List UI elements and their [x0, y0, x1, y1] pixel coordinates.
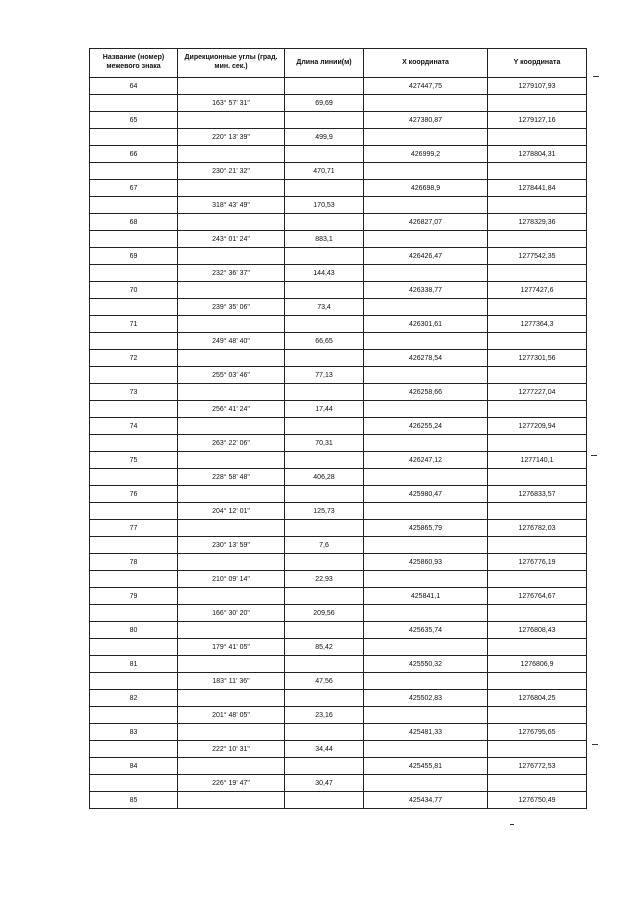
cell-direction-angle: 201° 48' 05": [178, 707, 285, 724]
cell-x-coordinate: [364, 537, 488, 554]
cell-mark-name: [90, 163, 178, 180]
table-row: [90, 520, 587, 537]
cell-line-length: [285, 758, 364, 775]
table-row: [90, 95, 587, 112]
table-row: [90, 435, 587, 452]
cell-line-length: [285, 384, 364, 401]
cell-line-length: 7,6: [285, 537, 364, 554]
cell-line-length: [285, 112, 364, 129]
cell-line-length: 23,16: [285, 707, 364, 724]
cell-line-length: [285, 180, 364, 197]
cell-y-coordinate: 1276833,57: [488, 486, 587, 503]
cell-y-coordinate: [488, 673, 587, 690]
cell-mark-name: [90, 741, 178, 758]
cell-mark-name: [90, 469, 178, 486]
table-row: [90, 231, 587, 248]
cell-mark-name: 66: [90, 146, 178, 163]
cell-y-coordinate: [488, 571, 587, 588]
cell-x-coordinate: 427380,87: [364, 112, 488, 129]
cell-mark-name: 64: [90, 78, 178, 95]
cell-mark-name: 70: [90, 282, 178, 299]
scan-speck: [510, 824, 514, 825]
cell-x-coordinate: 425841,1: [364, 588, 488, 605]
cell-line-length: [285, 78, 364, 95]
cell-mark-name: [90, 129, 178, 146]
cell-line-length: [285, 350, 364, 367]
cell-x-coordinate: 425860,93: [364, 554, 488, 571]
cell-line-length: [285, 452, 364, 469]
cell-line-length: [285, 588, 364, 605]
cell-x-coordinate: [364, 469, 488, 486]
table-row: [90, 775, 587, 792]
table-row: [90, 622, 587, 639]
cell-direction-angle: 263° 22' 06": [178, 435, 285, 452]
cell-direction-angle: [178, 792, 285, 809]
table-row: [90, 673, 587, 690]
table-row: [90, 707, 587, 724]
cell-direction-angle: 179° 41' 05": [178, 639, 285, 656]
cell-direction-angle: [178, 656, 285, 673]
table-row: [90, 469, 587, 486]
cell-x-coordinate: 425481,33: [364, 724, 488, 741]
cell-x-coordinate: 426258,66: [364, 384, 488, 401]
cell-direction-angle: [178, 724, 285, 741]
cell-x-coordinate: 426999,2: [364, 146, 488, 163]
cell-y-coordinate: 1276806,9: [488, 656, 587, 673]
cell-line-length: [285, 622, 364, 639]
cell-direction-angle: [178, 282, 285, 299]
cell-x-coordinate: 426698,9: [364, 180, 488, 197]
cell-mark-name: [90, 673, 178, 690]
header-x-coordinate: X координата: [364, 49, 488, 78]
cell-y-coordinate: 1277227,04: [488, 384, 587, 401]
cell-x-coordinate: 425502,83: [364, 690, 488, 707]
cell-mark-name: 72: [90, 350, 178, 367]
cell-y-coordinate: [488, 333, 587, 350]
cell-x-coordinate: 426301,61: [364, 316, 488, 333]
header-line-length: Длина линии(м): [285, 49, 364, 78]
cell-y-coordinate: 1276776,19: [488, 554, 587, 571]
cell-line-length: [285, 792, 364, 809]
cell-y-coordinate: [488, 503, 587, 520]
cell-line-length: 125,73: [285, 503, 364, 520]
cell-direction-angle: 204° 12' 01": [178, 503, 285, 520]
cell-x-coordinate: 426278,54: [364, 350, 488, 367]
cell-line-length: 406,28: [285, 469, 364, 486]
table-row: [90, 503, 587, 520]
cell-y-coordinate: 1279107,93: [488, 78, 587, 95]
header-mark-name: Название (номер) межевого знака: [90, 49, 178, 78]
cell-y-coordinate: 1276804,25: [488, 690, 587, 707]
cell-line-length: [285, 554, 364, 571]
cell-y-coordinate: 1278329,36: [488, 214, 587, 231]
cell-x-coordinate: [364, 605, 488, 622]
cell-mark-name: [90, 299, 178, 316]
table-row: [90, 316, 587, 333]
cell-direction-angle: [178, 690, 285, 707]
table-row: [90, 741, 587, 758]
cell-y-coordinate: [488, 163, 587, 180]
cell-line-length: 144,43: [285, 265, 364, 282]
cell-y-coordinate: [488, 299, 587, 316]
cell-mark-name: [90, 367, 178, 384]
cell-y-coordinate: 1278804,31: [488, 146, 587, 163]
cell-mark-name: 73: [90, 384, 178, 401]
cell-direction-angle: 255° 03' 46": [178, 367, 285, 384]
cell-x-coordinate: 425980,47: [364, 486, 488, 503]
cell-y-coordinate: [488, 639, 587, 656]
cell-direction-angle: [178, 554, 285, 571]
cell-direction-angle: 220° 13' 39": [178, 129, 285, 146]
cell-y-coordinate: [488, 775, 587, 792]
cell-line-length: 47,56: [285, 673, 364, 690]
cell-x-coordinate: [364, 775, 488, 792]
cell-y-coordinate: 1276772,53: [488, 758, 587, 775]
boundary-coordinates-table: [89, 48, 587, 809]
cell-x-coordinate: [364, 741, 488, 758]
cell-mark-name: [90, 775, 178, 792]
table-row: [90, 418, 587, 435]
cell-mark-name: [90, 265, 178, 282]
scan-speck: [593, 76, 599, 77]
header-direction-angle: Дирекционные углы (град. мин. сек.): [178, 49, 285, 78]
cell-mark-name: 65: [90, 112, 178, 129]
cell-y-coordinate: 1277364,3: [488, 316, 587, 333]
cell-x-coordinate: [364, 435, 488, 452]
cell-mark-name: [90, 639, 178, 656]
cell-x-coordinate: [364, 707, 488, 724]
cell-line-length: [285, 146, 364, 163]
cell-y-coordinate: [488, 741, 587, 758]
table-row: [90, 265, 587, 282]
cell-y-coordinate: [488, 265, 587, 282]
table-row: [90, 690, 587, 707]
table-row: [90, 605, 587, 622]
cell-line-length: [285, 656, 364, 673]
cell-x-coordinate: 425455,81: [364, 758, 488, 775]
cell-x-coordinate: [364, 401, 488, 418]
cell-line-length: [285, 248, 364, 265]
cell-y-coordinate: [488, 401, 587, 418]
cell-x-coordinate: [364, 231, 488, 248]
cell-direction-angle: [178, 520, 285, 537]
cell-direction-angle: 256° 41' 24": [178, 401, 285, 418]
table-row: [90, 214, 587, 231]
cell-direction-angle: [178, 248, 285, 265]
cell-line-length: 170,53: [285, 197, 364, 214]
cell-y-coordinate: [488, 129, 587, 146]
cell-line-length: 209,56: [285, 605, 364, 622]
cell-line-length: [285, 690, 364, 707]
cell-y-coordinate: 1276782,03: [488, 520, 587, 537]
table-row: [90, 367, 587, 384]
table-row: [90, 350, 587, 367]
cell-direction-angle: [178, 384, 285, 401]
cell-line-length: 85,42: [285, 639, 364, 656]
cell-x-coordinate: 425635,74: [364, 622, 488, 639]
cell-line-length: 470,71: [285, 163, 364, 180]
cell-direction-angle: [178, 78, 285, 95]
table-row: [90, 724, 587, 741]
cell-direction-angle: [178, 452, 285, 469]
header-y-coordinate: Y координата: [488, 49, 587, 78]
cell-direction-angle: 232° 36' 37": [178, 265, 285, 282]
cell-y-coordinate: 1276750,49: [488, 792, 587, 809]
cell-direction-angle: [178, 350, 285, 367]
cell-y-coordinate: [488, 605, 587, 622]
table-row: [90, 588, 587, 605]
cell-direction-angle: 230° 21' 32": [178, 163, 285, 180]
cell-mark-name: [90, 95, 178, 112]
cell-direction-angle: [178, 418, 285, 435]
cell-x-coordinate: [364, 129, 488, 146]
cell-x-coordinate: [364, 639, 488, 656]
cell-mark-name: [90, 401, 178, 418]
table-row: [90, 248, 587, 265]
cell-y-coordinate: [488, 367, 587, 384]
cell-direction-angle: 318° 43' 49": [178, 197, 285, 214]
cell-direction-angle: [178, 146, 285, 163]
cell-direction-angle: [178, 316, 285, 333]
cell-x-coordinate: 427447,75: [364, 78, 488, 95]
cell-line-length: 34,44: [285, 741, 364, 758]
cell-y-coordinate: [488, 231, 587, 248]
table-row: [90, 163, 587, 180]
cell-line-length: [285, 486, 364, 503]
cell-line-length: 499,9: [285, 129, 364, 146]
cell-mark-name: 75: [90, 452, 178, 469]
cell-mark-name: [90, 605, 178, 622]
cell-x-coordinate: 426255,24: [364, 418, 488, 435]
cell-mark-name: [90, 503, 178, 520]
table-row: [90, 656, 587, 673]
cell-x-coordinate: 426247,12: [364, 452, 488, 469]
table-row: [90, 112, 587, 129]
cell-direction-angle: [178, 758, 285, 775]
cell-mark-name: 78: [90, 554, 178, 571]
table-row: [90, 486, 587, 503]
cell-mark-name: 79: [90, 588, 178, 605]
cell-x-coordinate: 425550,32: [364, 656, 488, 673]
table-row: [90, 197, 587, 214]
cell-mark-name: [90, 333, 178, 350]
cell-mark-name: [90, 707, 178, 724]
cell-direction-angle: [178, 486, 285, 503]
table-row: [90, 129, 587, 146]
cell-x-coordinate: [364, 503, 488, 520]
cell-direction-angle: [178, 588, 285, 605]
cell-x-coordinate: [364, 571, 488, 588]
cell-line-length: [285, 316, 364, 333]
cell-x-coordinate: [364, 299, 488, 316]
table-row: [90, 452, 587, 469]
cell-x-coordinate: [364, 265, 488, 282]
cell-line-length: [285, 418, 364, 435]
cell-direction-angle: [178, 622, 285, 639]
cell-mark-name: 83: [90, 724, 178, 741]
cell-mark-name: [90, 537, 178, 554]
cell-mark-name: 67: [90, 180, 178, 197]
cell-y-coordinate: 1277140,1: [488, 452, 587, 469]
cell-x-coordinate: [364, 95, 488, 112]
cell-y-coordinate: [488, 537, 587, 554]
table-row: [90, 146, 587, 163]
cell-direction-angle: 226° 19' 47": [178, 775, 285, 792]
cell-y-coordinate: 1277209,94: [488, 418, 587, 435]
table-row: [90, 299, 587, 316]
cell-x-coordinate: 425865,79: [364, 520, 488, 537]
cell-x-coordinate: 425434,77: [364, 792, 488, 809]
cell-line-length: [285, 214, 364, 231]
cell-line-length: 73,4: [285, 299, 364, 316]
cell-mark-name: 85: [90, 792, 178, 809]
cell-x-coordinate: [364, 197, 488, 214]
table-row: [90, 537, 587, 554]
table-row: [90, 571, 587, 588]
cell-x-coordinate: [364, 333, 488, 350]
cell-line-length: 22,93: [285, 571, 364, 588]
cell-y-coordinate: [488, 435, 587, 452]
table-row: [90, 384, 587, 401]
cell-x-coordinate: 426426,47: [364, 248, 488, 265]
cell-mark-name: 80: [90, 622, 178, 639]
cell-direction-angle: [178, 180, 285, 197]
cell-y-coordinate: 1277542,35: [488, 248, 587, 265]
cell-y-coordinate: 1278441,84: [488, 180, 587, 197]
cell-y-coordinate: [488, 469, 587, 486]
cell-line-length: 883,1: [285, 231, 364, 248]
cell-mark-name: 76: [90, 486, 178, 503]
cell-y-coordinate: 1276764,67: [488, 588, 587, 605]
cell-y-coordinate: 1276808,43: [488, 622, 587, 639]
cell-y-coordinate: 1276795,65: [488, 724, 587, 741]
cell-direction-angle: 210° 09' 14": [178, 571, 285, 588]
cell-line-length: 17,44: [285, 401, 364, 418]
cell-line-length: 30,47: [285, 775, 364, 792]
cell-line-length: [285, 724, 364, 741]
cell-direction-angle: 163° 57' 31": [178, 95, 285, 112]
cell-x-coordinate: [364, 163, 488, 180]
table-row: [90, 792, 587, 809]
cell-mark-name: 82: [90, 690, 178, 707]
table-row: [90, 758, 587, 775]
cell-direction-angle: 230° 13' 59": [178, 537, 285, 554]
cell-mark-name: 71: [90, 316, 178, 333]
table-row: [90, 333, 587, 350]
cell-direction-angle: 249° 48' 40": [178, 333, 285, 350]
cell-line-length: 66,65: [285, 333, 364, 350]
cell-y-coordinate: [488, 197, 587, 214]
table-row: [90, 282, 587, 299]
table-row: [90, 639, 587, 656]
table-row: [90, 554, 587, 571]
scan-speck: [591, 455, 597, 456]
cell-direction-angle: 243° 01' 24": [178, 231, 285, 248]
cell-mark-name: 69: [90, 248, 178, 265]
cell-mark-name: 68: [90, 214, 178, 231]
cell-x-coordinate: [364, 367, 488, 384]
cell-x-coordinate: 426338,77: [364, 282, 488, 299]
cell-direction-angle: 166° 30' 20": [178, 605, 285, 622]
cell-line-length: [285, 282, 364, 299]
cell-direction-angle: [178, 214, 285, 231]
cell-mark-name: 81: [90, 656, 178, 673]
cell-direction-angle: 228° 58' 48": [178, 469, 285, 486]
cell-mark-name: [90, 435, 178, 452]
cell-line-length: 77,13: [285, 367, 364, 384]
cell-line-length: 69,69: [285, 95, 364, 112]
table-body: [90, 78, 587, 809]
cell-y-coordinate: 1277301,56: [488, 350, 587, 367]
cell-direction-angle: 222° 10' 31": [178, 741, 285, 758]
cell-y-coordinate: 1279127,16: [488, 112, 587, 129]
cell-mark-name: [90, 197, 178, 214]
cell-x-coordinate: [364, 673, 488, 690]
table-row: [90, 78, 587, 95]
cell-direction-angle: 239° 35' 06": [178, 299, 285, 316]
scan-speck: [592, 744, 598, 745]
table-row: [90, 401, 587, 418]
cell-direction-angle: [178, 112, 285, 129]
cell-mark-name: 74: [90, 418, 178, 435]
cell-direction-angle: 183° 11' 36": [178, 673, 285, 690]
cell-line-length: [285, 520, 364, 537]
cell-x-coordinate: 426827,07: [364, 214, 488, 231]
cell-mark-name: [90, 571, 178, 588]
cell-y-coordinate: [488, 95, 587, 112]
cell-mark-name: 77: [90, 520, 178, 537]
cell-y-coordinate: [488, 707, 587, 724]
cell-line-length: 70,31: [285, 435, 364, 452]
cell-y-coordinate: 1277427,6: [488, 282, 587, 299]
cell-mark-name: 84: [90, 758, 178, 775]
table-row: [90, 180, 587, 197]
table-header-row: [90, 49, 587, 78]
cell-mark-name: [90, 231, 178, 248]
